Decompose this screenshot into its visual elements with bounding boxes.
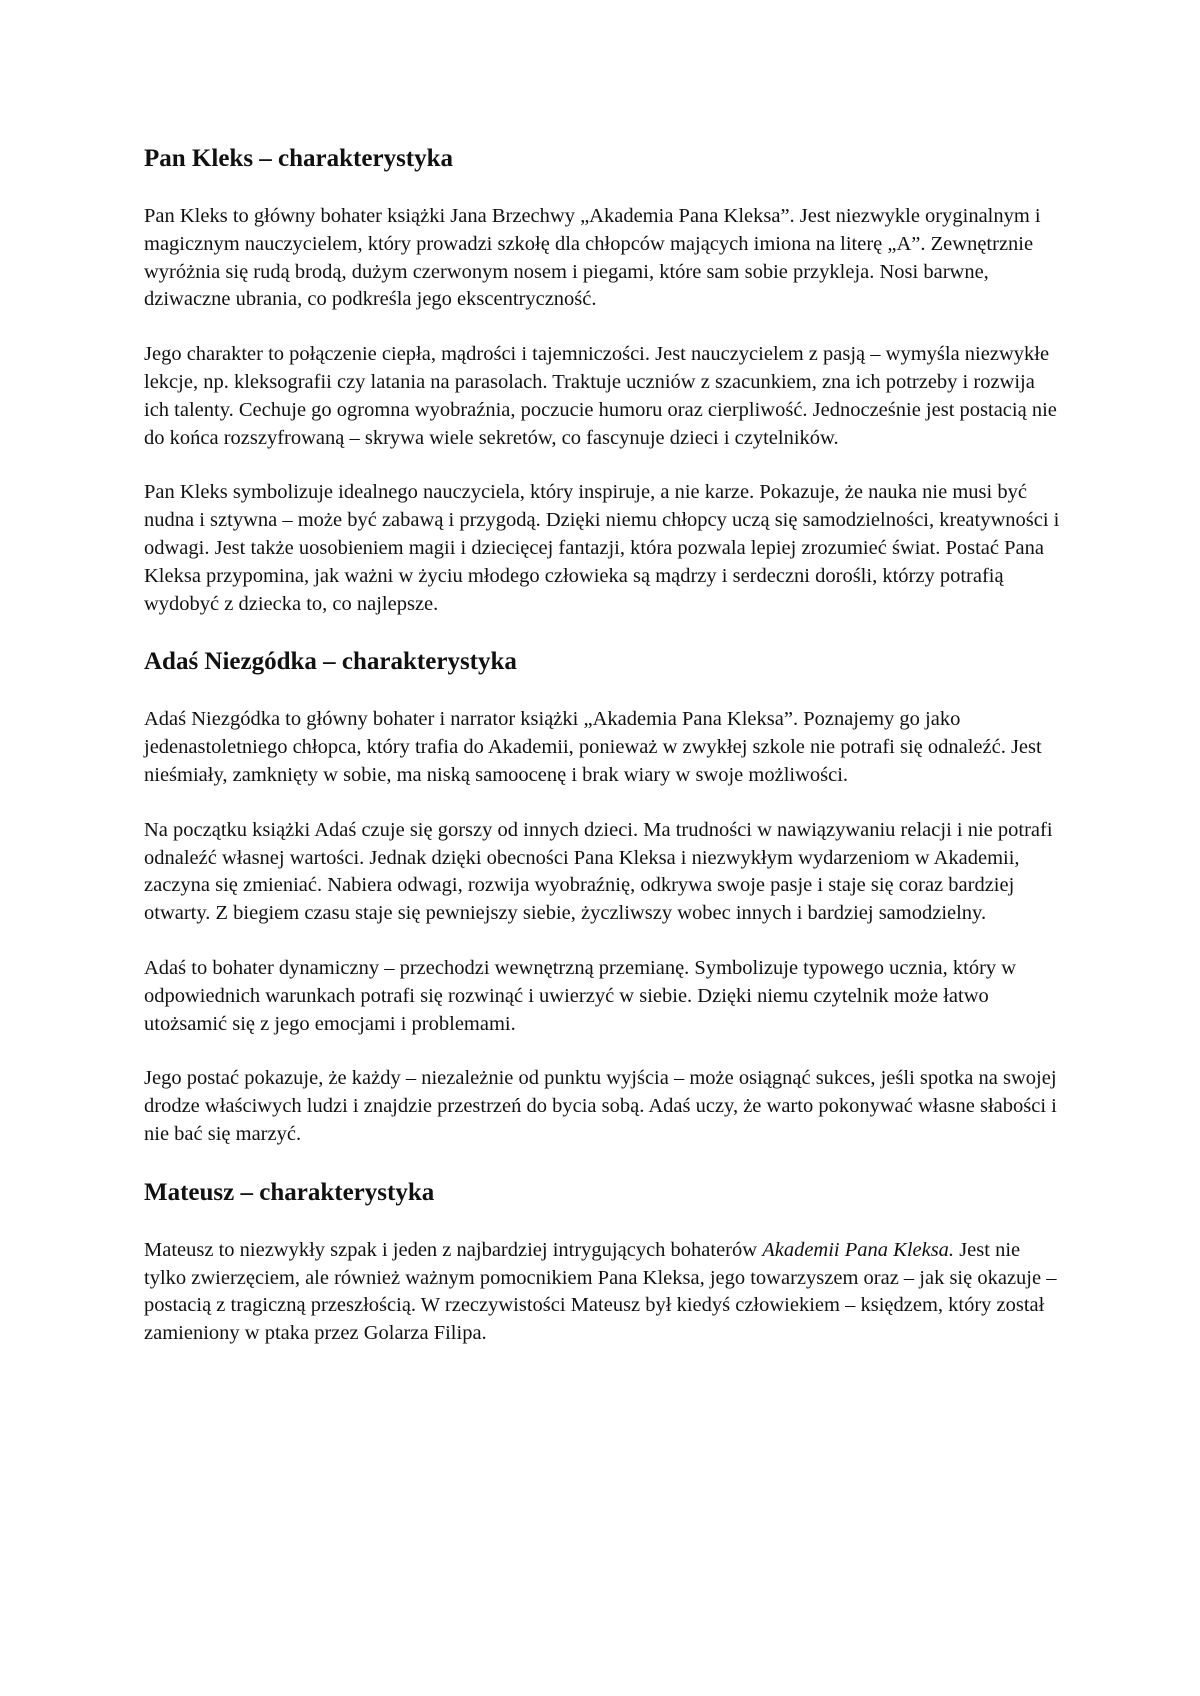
section-heading-adas-niezgodka: Adaś Niezgódka – charakterystyka [144,648,517,676]
paragraph: Na początku książki Adaś czuje się gorszy od innych dzieci. Ma trudności w nawiązywaniu relacji i nie potrafi odnaleźć własnej wartości. Jednak dzięki obecności Pana Kleksa i niezwykłym wydarzeniom w Akademii, zaczyna się zmieniać. Nabiera odwagi, rozwija wyobraźnię, odkrywa swoje pasje i staje się coraz bardziej otwarty. Z biegiem czasu staje się pewniejszy siebie, życzliwszy wobec innych i bardziej samodzielny. [144,818,1053,925]
book-title-italic: Akademii Pana Kleksa. [762,1238,955,1261]
text-run: Mateusz to niezwykły szpak i jeden z najbardziej intrygujących bohaterów [144,1238,763,1261]
paragraph [144,1237,1064,1348]
document-page [144,142,1064,1375]
text-run: Jest nie tylko zwierzęciem, ale również ważnym pomocnikiem Pana Kleksa, jego towarzyszem oraz – jak się okazuje – postacią z tragiczną przeszłością. W rzeczywistości Mateusz był kiedyś człowiekiem – księdzem, który został zamieniony w ptaka przez Golarza Filipa. [144,1238,1057,1345]
paragraph: Jego postać pokazuje, że każdy – niezależnie od punktu wyjścia – może osiągnąć sukces, jeśli spotka na swojej drodze właściwych ludzi i znajdzie przestrzeń do bycia sobą. Adaś uczy, że warto pokonywać własne słabości i nie bać się marzyć. [144,1067,1057,1145]
paragraph: Adaś to bohater dynamiczny – przechodzi wewnętrzną przemianę. Symbolizuje typowego ucznia, który w odpowiednich warunkach potrafi się rozwinąć i uwierzyć w siebie. Dzięki niemu czytelnik może łatwo utożsamić się z jego emocjami i problemami. [144,956,1017,1035]
paragraph: Pan Kleks symbolizuje idealnego nauczyciela, który inspiruje, a nie karze. Pokazuje, że nauka nie musi być nudna i sztywna – może być zabawą i przygodą. Dzięki niemu chłopcy uczą się samodzielności, kreatywności i odwagi. Jest także uosobieniem magii i dziecięcej fantazji, która pozwala lepiej zrozumieć świat. Postać Pana Kleksa przypomina, jak ważni w życiu młodego człowieka są mądrzy i serdeczni dorośli, którzy potrafią wydobyć z dziecka to, co najlepsze. [144,481,1060,615]
paragraph: Pan Kleks to główny bohater książki Jana Brzechwy „Akademia Pana Kleksa”. Jest niezwykle oryginalnym i magicznym nauczycielem, który prowadzi szkołę dla chłopców mających imiona na literę „A”. Zewnętrznie wyróżnia się rudą brodą, dużym czerwonym nosem i piegami, które sam sobie przykleja. Nosi barwne, dziwaczne ubrania, co podkreśla jego ekscentryczność. [144,205,1041,311]
paragraph: Jego charakter to połączenie ciepła, mądrości i tajemniczości. Jest nauczycielem z pasją – wymyśla niezwykłe lekcje, np. kleksografii czy latania na parasolach. Traktuje uczniów z szacunkiem, zna ich potrzeby i rozwija ich talenty. Cechuje go ogromna wyobraźnia, poczucie humoru oraz cierpliwość. Jednocześnie jest postacią nie do końca rozszyfrowaną – skrywa wiele sekretów, co fascynuje dzieci i czytelników. [144,343,1057,449]
section-heading-mateusz: Mateusz – charakterystyka [144,1178,435,1206]
paragraph: Adaś Niezgódka to główny bohater i narrator książki „Akademia Pana Kleksa”. Poznajemy go jako jedenastoletniego chłopca, który trafia do Akademii, ponieważ w zwykłej szkole nie potrafi się odnaleźć. Jest nieśmiały, zamknięty w sobie, ma niską samoocenę i brak wiary w swoje możliwości. [144,708,1042,786]
section-heading-pan-kleks: Pan Kleks – charakterystyka [144,145,454,172]
